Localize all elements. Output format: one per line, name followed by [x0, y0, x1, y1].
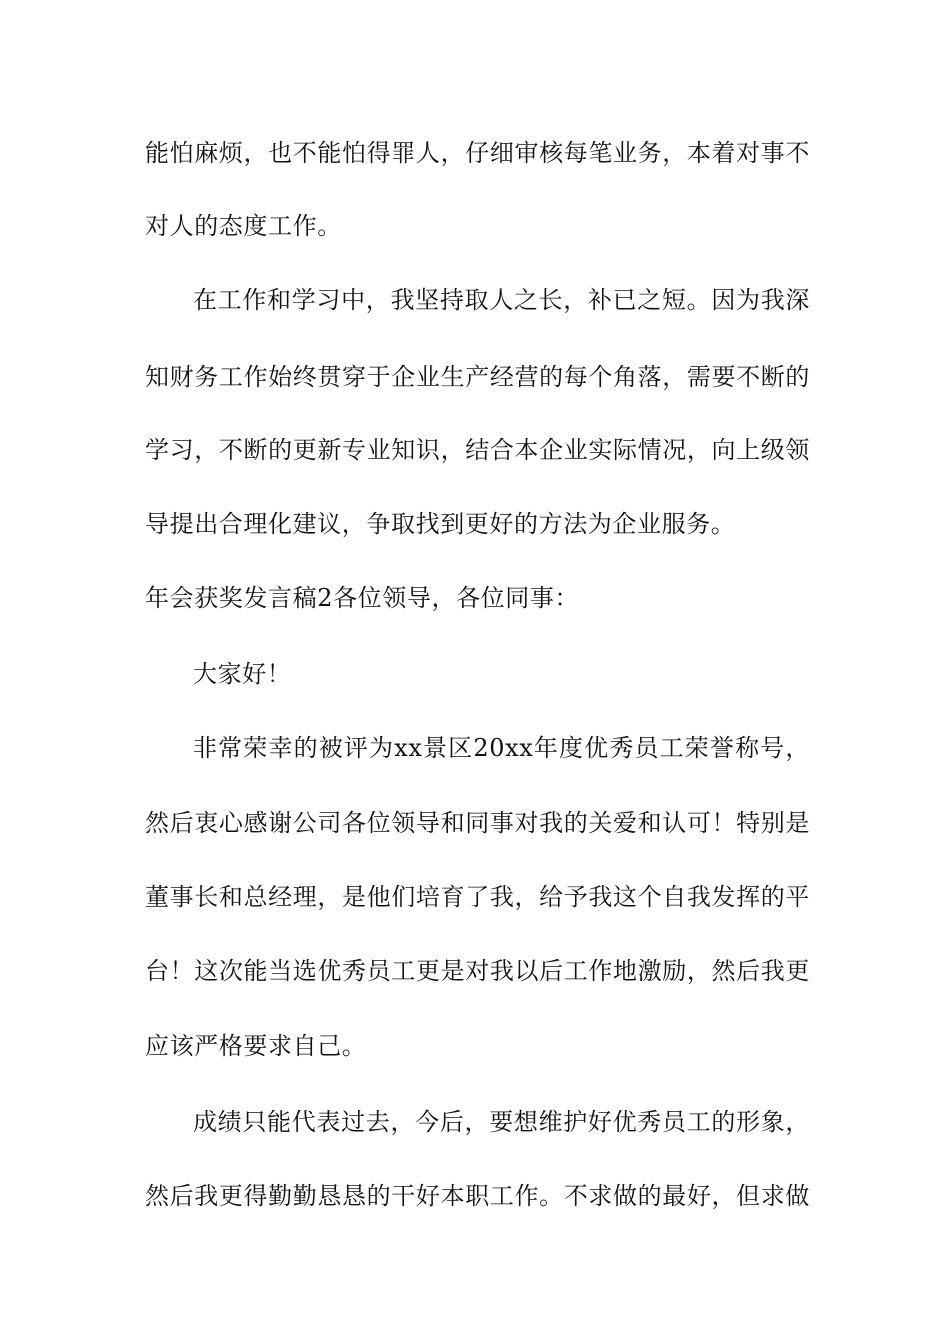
text-line: 对人的态度工作。: [145, 212, 342, 240]
text-line: 应该严格要求自己。: [145, 1032, 367, 1060]
text-line: 台！这次能当选优秀员工更是对我以后工作地激励，然后我更: [145, 957, 810, 985]
text-line: 然后衷心感谢公司各位领导和同事对我的关爱和认可！特别是: [145, 809, 810, 837]
text-line: 导提出合理化建议，争取找到更好的方法为企业服务。: [145, 510, 736, 538]
greeting-line: 大家好！: [193, 660, 292, 688]
paragraph-start-line: 成绩只能代表过去，今后，要想维护好优秀员工的形象，: [193, 1108, 810, 1136]
paragraph-start-line: 非常荣幸的被评为xx景区20xx年度优秀员工荣誉称号，: [193, 734, 810, 762]
text-line: 董事长和总经理，是他们培育了我，给予我这个自我发挥的平: [145, 883, 810, 911]
text-line: 知财务工作始终贯穿于企业生产经营的每个角落，需要不断的: [145, 363, 810, 391]
text-line: 能怕麻烦，也不能怕得罪人，仔细审核每笔业务，本着对事不: [145, 139, 810, 167]
text-line: 然后我更得勤勤恳恳的干好本职工作。不求做的最好，但求做: [145, 1182, 810, 1210]
paragraph-start-line: 在工作和学习中，我坚持取人之长，补已之短。因为我深: [193, 286, 810, 314]
speech-heading: 年会获奖发言稿2各位领导，各位同事：: [145, 584, 580, 612]
text-line: 学习，不断的更新专业知识，结合本企业实际情况，向上级领: [145, 436, 810, 464]
